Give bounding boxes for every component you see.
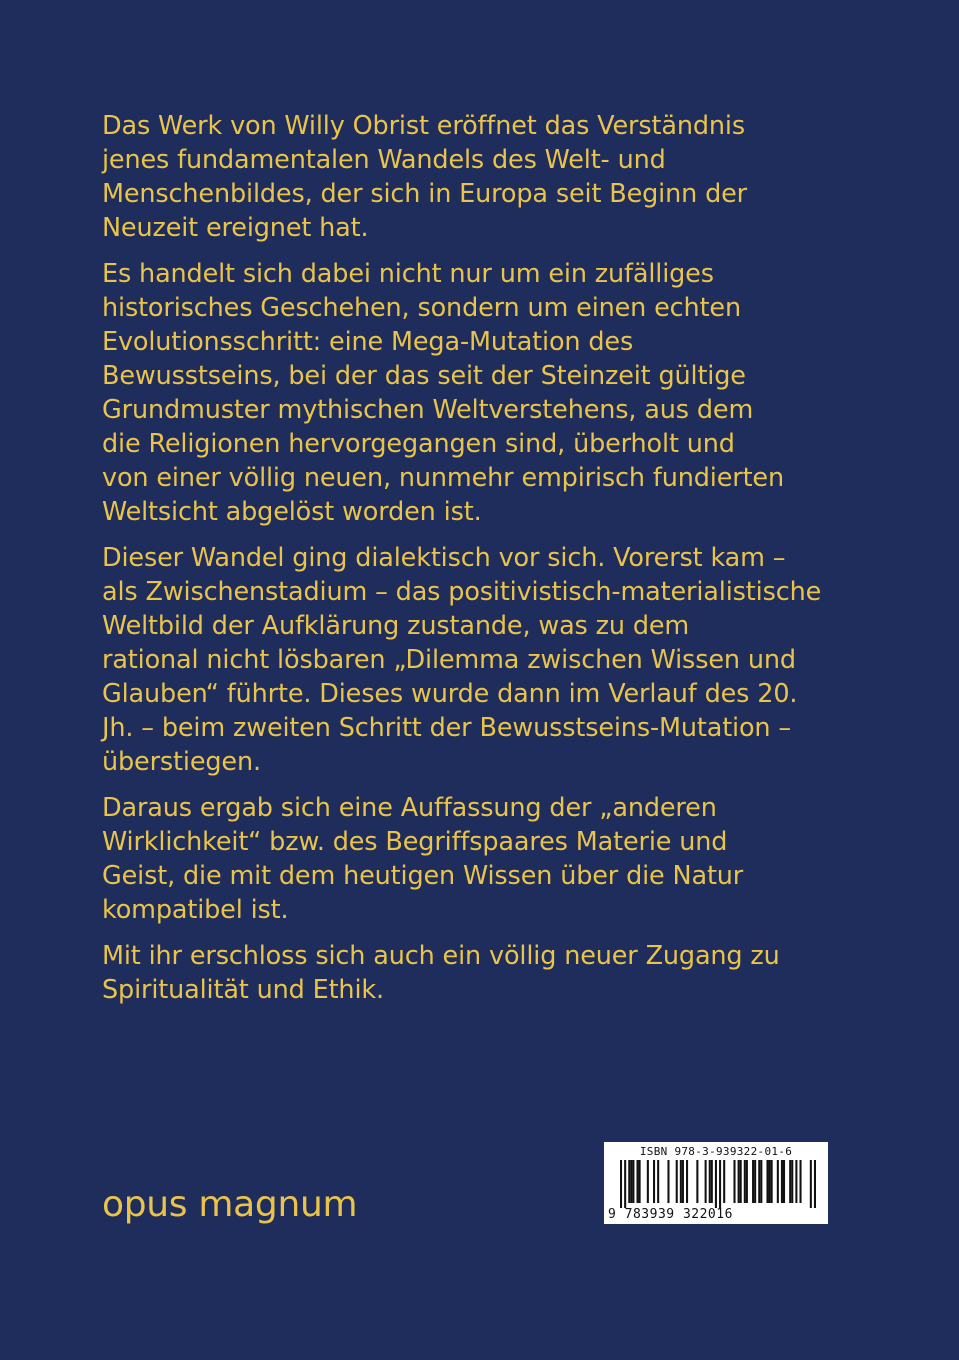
- barcode-bar: [746, 1160, 748, 1203]
- barcode-bar: [715, 1160, 717, 1208]
- text-line: Evolutionsschritt: eine Mega-Mutation des: [102, 327, 634, 357]
- barcode-bar: [632, 1160, 634, 1203]
- barcode-bar: [719, 1160, 721, 1208]
- text-line: die Religionen hervorgegangen sind, überholt und: [102, 429, 735, 459]
- blurb-text: [102, 109, 842, 1019]
- barcode-bar: [637, 1160, 639, 1203]
- barcode-bar: [799, 1160, 801, 1203]
- barcode-bar: [789, 1160, 791, 1203]
- text-line: von einer völlig neuen, nunmehr empirisch fundierten: [102, 463, 784, 493]
- text-line: historisches Geschehen, sondern um einen echten: [102, 293, 741, 323]
- text-line: rational nicht lösbaren „Dilemma zwischen Wissen und: [102, 645, 796, 675]
- barcode-bar: [647, 1160, 649, 1203]
- barcode-bar: [711, 1160, 713, 1203]
- barcode-bar: [653, 1160, 655, 1203]
- barcode-bar: [738, 1160, 740, 1203]
- text-line: Es handelt sich dabei nicht nur um ein zufälliges: [102, 259, 714, 289]
- text-line: Geist, die mit dem heutigen Wissen über die Natur: [102, 861, 744, 891]
- barcode-bar: [682, 1160, 684, 1203]
- barcode-bar: [630, 1160, 632, 1203]
- text-line: Mit ihr erschloss sich auch ein völlig neuer Zugang zu: [102, 941, 780, 971]
- text-line: Daraus ergab sich eine Auffassung der „anderen: [102, 793, 717, 823]
- barcode-bar: [676, 1160, 678, 1203]
- barcode-bar: [791, 1160, 793, 1203]
- isbn-barcode: [604, 1142, 828, 1224]
- text-line: überstiegen.: [102, 747, 261, 777]
- text-line: Glauben“ führte. Dieses wurde dann im Verlauf des 20.: [102, 679, 798, 709]
- barcode-bar: [620, 1160, 622, 1208]
- barcode-bar: [709, 1160, 711, 1203]
- text-line: Wirklichkeit“ bzw. des Begriffspaares Materie und: [102, 827, 728, 857]
- blurb-paragraph-2: [102, 257, 842, 529]
- barcode-bar: [705, 1160, 707, 1203]
- text-line: kompatibel ist.: [102, 895, 289, 925]
- barcode-bar: [696, 1160, 698, 1203]
- barcode-bar: [639, 1160, 641, 1203]
- text-line: Jh. – beim zweiten Schritt der Bewusstseins-Mutation –: [102, 713, 791, 743]
- barcode-bar: [766, 1160, 768, 1203]
- text-line: Bewusstseins, bei der das seit der Steinzeit gültige: [102, 361, 746, 391]
- text-line: Weltbild der Aufklärung zustande, was zu dem: [102, 611, 690, 641]
- barcode-bar: [769, 1160, 771, 1203]
- blurb-paragraph-5: [102, 939, 842, 1007]
- barcode-bar: [814, 1160, 816, 1208]
- barcode-bar: [783, 1160, 785, 1203]
- barcode-bar: [740, 1160, 742, 1203]
- text-line: Weltsicht abgelöst worden ist.: [102, 497, 482, 527]
- barcode-bar: [754, 1160, 756, 1203]
- text-line: Grundmuster mythischen Weltverstehens, aus dem: [102, 395, 754, 425]
- barcode-bar: [628, 1160, 630, 1203]
- barcode-bars: [620, 1160, 816, 1208]
- ean-digits: 9 783939 322016: [608, 1207, 733, 1222]
- text-line: Spiritualität und Ethik.: [102, 975, 384, 1005]
- text-line: Menschenbildes, der sich in Europa seit Beginn der: [102, 179, 747, 209]
- barcode-bar: [680, 1160, 682, 1203]
- barcode-bar: [760, 1160, 762, 1203]
- barcode-bar: [795, 1160, 797, 1203]
- text-line: Dieser Wandel ging dialektisch vor sich. Vorerst kam –: [102, 543, 786, 573]
- barcode-bar: [667, 1160, 669, 1203]
- text-line: als Zwischenstadium – das positivistisch-materialistische: [102, 577, 822, 607]
- barcode-bar: [624, 1160, 626, 1208]
- barcode-bar: [733, 1160, 735, 1203]
- barcode-bar: [771, 1160, 773, 1203]
- isbn-label: ISBN 978-3-939322-01-6: [639, 1145, 793, 1158]
- text-line: Neuzeit ereignet hat.: [102, 213, 369, 243]
- text-line: Das Werk von Willy Obrist eröffnet das Verständnis: [102, 111, 745, 141]
- barcode-bar: [810, 1160, 812, 1208]
- barcode-bar: [781, 1160, 783, 1203]
- barcode-bar: [686, 1160, 688, 1203]
- blurb-paragraph-3: [102, 541, 842, 779]
- barcode-bar: [758, 1160, 760, 1203]
- barcode-bar: [752, 1160, 754, 1203]
- text-line: jenes fundamentalen Wandels des Welt- und: [102, 145, 666, 175]
- blurb-paragraph-1: [102, 109, 842, 245]
- blurb-paragraph-4: [102, 791, 842, 927]
- publisher-name: opus magnum: [102, 1184, 358, 1225]
- barcode-bar: [723, 1160, 725, 1203]
- barcode-bar: [657, 1160, 659, 1203]
- barcode-bar: [744, 1160, 746, 1203]
- barcode-bar: [777, 1160, 779, 1203]
